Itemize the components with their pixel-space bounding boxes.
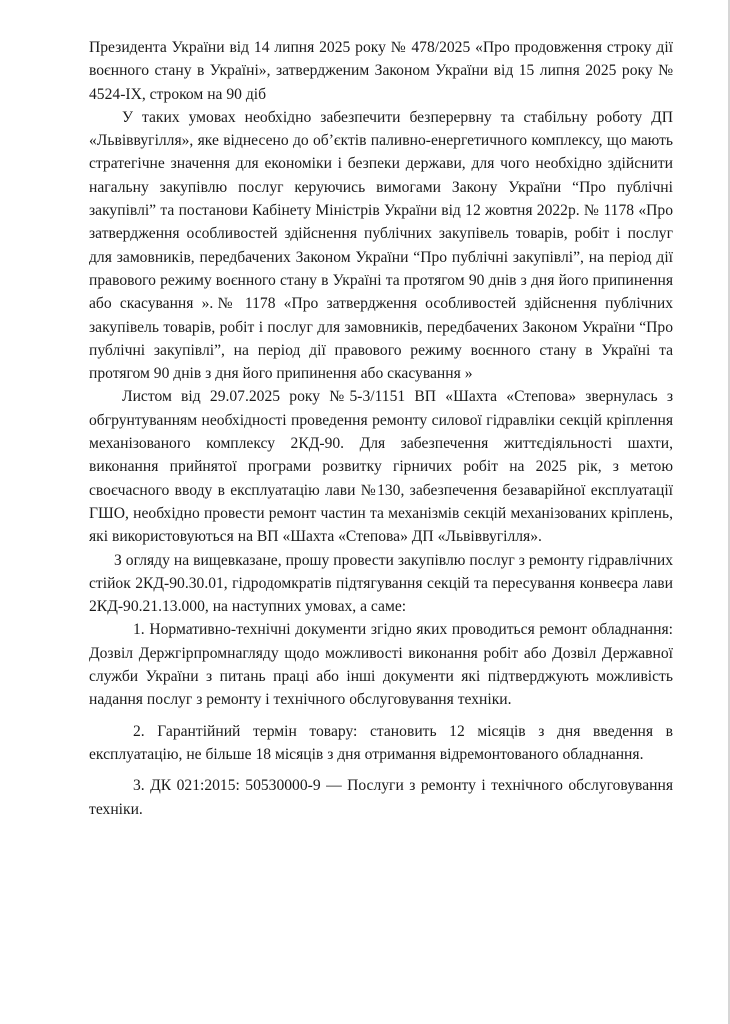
paragraph-procurement-conditions: У таких умовах необхідно забезпечити безперервну та стабільну роботу ДП «Львіввугілля», яке віднесено до об’єктів паливно-енергетичного комплексу, що мають стратегічне значення для економіки і безпеки держави, для чого необхідно здійснити нагальну закупівлю послуг керуючись вимогами Закону України “Про публічні закупівлі” та постанови Кабінету Міністрів України від 12 жовтня 2022р. № 1178 «Про затвердження особливостей здійснення публічних закупівель товарів, робіт і послуг для замовників, передбачених Законом України “Про публічні закупівлі”, на період дії правового режиму воєнного стану в Україні та протягом 90 днів з дня його припинення або скасування ».№ 1178 «Про затвердження особливостей здійснення публічних закупівель товарів, робіт і послуг для замовників, передбачених Законом України “Про публічні закупівлі”, на період дії правового режиму воєнного стану в Україні та протягом 90 днів з дня його припинення або скасування » — [89, 108, 673, 383]
document-body — [89, 36, 673, 821]
paragraph-decree-continuation: Президента України від 14 липня 2025 року № 478/2025 «Про продовження строку дії воєнного стану в Україні», затвердженим Законом України від 15 липня 2025 року № 4524-IX, строком на 90 діб — [89, 39, 673, 103]
paragraph-mine-letter: Листом від 29.07.2025 року №5-3/1151 ВП «Шахта «Степова» звернулась з обгрунтуванням необхідності проведення ремонту силової гідравліки секцій кріплення механізованого комплексу 2КД-90. Для забезпечення життєдіяльності шахти, виконання прийнятої програми розвитку гірничих робіт на 2025 рік, з метою своєчасного вводу в експлуатацію лави №130, забезпечення безаварійної експлуатації ГШО, необхідно провести ремонт частин та механізмів секцій механізованих кріплень, які використовуються на ВП «Шахта «Степова» ДП «Львіввугілля». — [89, 388, 673, 546]
list-item-cpv-code: 3. ДК 021:2015: 50530000-9 — Послуги з ремонту і технічного обслуговування техніки. — [89, 777, 673, 818]
list-item-regulatory-documents: 1. Нормативно-технічні документи згідно яких проводиться ремонт обладнання: Дозвіл Держгірпромнагляду щодо можливості виконання робіт або Дозвіл Державної служби України з питань праці або інші документи які підтверджують можливість надання послуг з ремонту і технічного обслуговування техніки. — [89, 621, 673, 709]
list-item-warranty: 2. Гарантійний термін товару: становить 12 місяців з дня введення в експлуатацію, не більше 18 місяців з дня отримання відремонтованого обладнання. — [89, 722, 673, 763]
paragraph-procurement-request: З огляду на вищевказане, прошу провести закупівлю послуг з ремонту гідравлічних стійок 2КД-90.30.01, гідродомкратів підтягування секцій та пересування конвеєра лави 2КД-90.21.13.000, на наступних умовах, а саме: — [89, 551, 673, 616]
